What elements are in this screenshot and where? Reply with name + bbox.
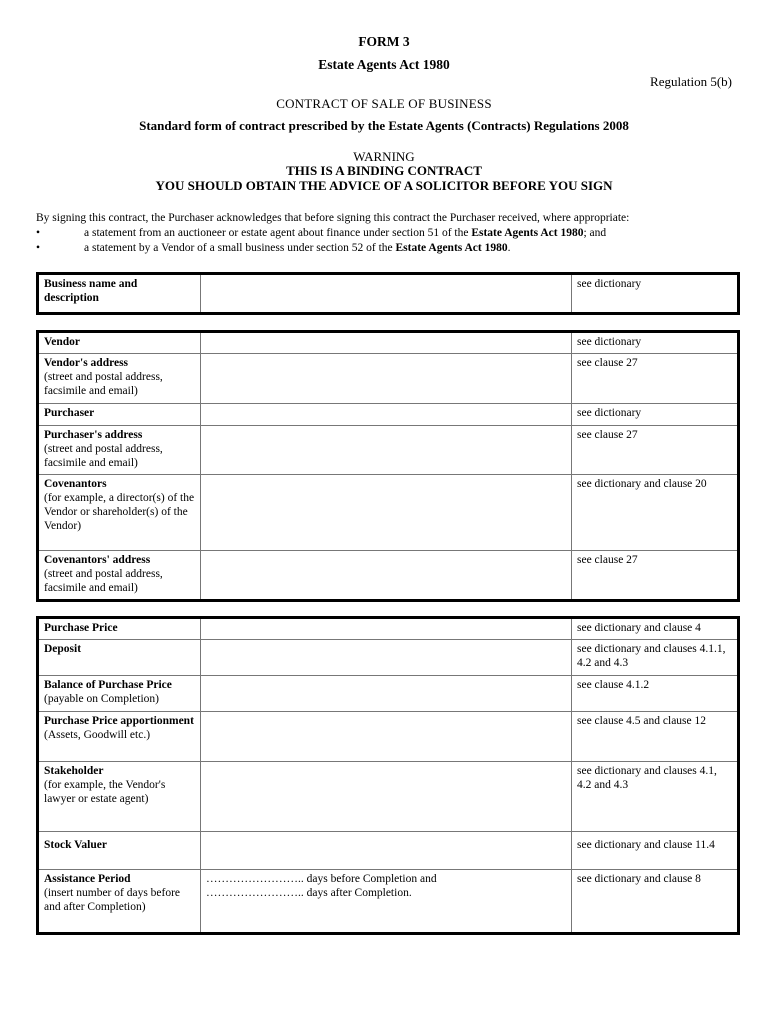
intro-text: By signing this contract, the Purchaser acknowledges that before signing this contract the Purchaser received, where appropriate: <box>36 212 630 224</box>
vendor-field[interactable] <box>201 332 572 354</box>
field-hint: (insert number of days before and after Completion) <box>44 887 181 913</box>
balance-field[interactable] <box>201 676 572 712</box>
bullet-icon: • <box>36 227 41 239</box>
purchaser-address-field[interactable] <box>201 426 572 475</box>
standard-form-note: Standard form of contract prescribed by the Estate Agents (Contracts) Regulations 2008 <box>139 118 629 133</box>
apportionment-field[interactable] <box>201 712 572 762</box>
bullet-2-text: a statement by a Vendor of a small business under section 52 of the <box>84 242 396 254</box>
table-row <box>38 870 739 934</box>
solicitor-advice-notice: YOU SHOULD OBTAIN THE ADVICE OF A SOLICITOR BEFORE YOU SIGN <box>155 178 613 193</box>
intro-bullet-2 <box>36 241 736 256</box>
field-hint: (payable on Completion) <box>44 693 159 705</box>
intro-bullet-1 <box>36 226 736 241</box>
field-label: Covenantors' address <box>44 554 151 566</box>
table-row <box>38 676 739 712</box>
table-row <box>38 426 739 475</box>
table-row <box>38 712 739 762</box>
field-label: Stakeholder <box>44 765 104 777</box>
regulation-ref: Regulation 5(b) <box>650 74 732 89</box>
contract-title: CONTRACT OF SALE OF BUSINESS <box>276 96 492 111</box>
acknowledgement-intro <box>36 211 736 256</box>
table-row <box>38 618 739 640</box>
field-hint: (for example, the Vendor's lawyer or estate agent) <box>44 779 166 805</box>
business-table <box>36 272 740 315</box>
field-label: Business name and description <box>44 278 138 304</box>
field-hint: (street and postal address, facsimile and email) <box>44 443 163 469</box>
reference-note: see dictionary and clauses 4.1, 4.2 and 4.3 <box>572 762 739 832</box>
reference-note: see dictionary <box>572 274 739 314</box>
field-hint: (street and postal address, facsimile and email) <box>44 371 163 397</box>
bullet-icon: • <box>36 242 41 254</box>
reference-note: see clause 27 <box>572 551 739 601</box>
field-label: Deposit <box>44 643 82 655</box>
days-after-line[interactable]: …………………….. days after Completion. <box>206 887 412 899</box>
field-label: Purchaser <box>44 407 95 419</box>
purchaser-field[interactable] <box>201 404 572 426</box>
field-label: Assistance Period <box>44 873 131 885</box>
reference-note: see clause 27 <box>572 354 739 404</box>
bullet-2-act: Estate Agents Act 1980 <box>395 242 508 254</box>
reference-note: see clause 4.1.2 <box>572 676 739 712</box>
covenantors-address-field[interactable] <box>201 551 572 601</box>
field-label: Vendor's address <box>44 357 129 369</box>
bullet-1-text: a statement from an auctioneer or estate agent about finance under section 51 of the <box>84 227 472 239</box>
reference-note: see dictionary and clause 8 <box>572 870 739 934</box>
field-label-cell <box>38 274 201 314</box>
table-row <box>38 404 739 426</box>
table-row <box>38 475 739 551</box>
warning-heading: WARNING <box>353 149 415 164</box>
field-hint: (Assets, Goodwill etc.) <box>44 729 151 741</box>
bullet-1-act: Estate Agents Act 1980 <box>471 227 584 239</box>
table-row <box>38 762 739 832</box>
stock-valuer-field[interactable] <box>201 832 572 870</box>
table-row <box>38 274 739 314</box>
table-row <box>38 832 739 870</box>
reference-note: see dictionary <box>572 404 739 426</box>
field-label: Stock Valuer <box>44 839 107 851</box>
reference-note: see clause 4.5 and clause 12 <box>572 712 739 762</box>
parties-table <box>36 330 740 602</box>
table-row <box>38 354 739 404</box>
stakeholder-field[interactable] <box>201 762 572 832</box>
reference-note: see dictionary and clause 4 <box>572 618 739 640</box>
reference-note: see clause 27 <box>572 426 739 475</box>
purchase-price-field[interactable] <box>201 618 572 640</box>
days-before-line[interactable]: …………………….. days before Completion and <box>206 873 437 885</box>
binding-contract-notice: THIS IS A BINDING CONTRACT <box>286 163 482 178</box>
table-row <box>38 640 739 676</box>
reference-note: see dictionary and clauses 4.1.1, 4.2 and 4.3 <box>572 640 739 676</box>
deposit-field[interactable] <box>201 640 572 676</box>
reference-note: see dictionary and clause 11.4 <box>572 832 739 870</box>
field-label: Vendor <box>44 336 80 348</box>
covenantors-field[interactable] <box>201 475 572 551</box>
table-row <box>38 332 739 354</box>
assistance-period-field[interactable] <box>201 870 572 934</box>
reference-note: see dictionary <box>572 332 739 354</box>
table-row <box>38 551 739 601</box>
vendor-address-field[interactable] <box>201 354 572 404</box>
bullet-2-end: . <box>507 242 511 254</box>
form-number: FORM 3 <box>358 34 410 49</box>
field-label: Purchaser's address <box>44 429 143 441</box>
bullet-1-end: ; and <box>583 227 607 239</box>
field-label: Covenantors <box>44 478 107 490</box>
field-hint: (street and postal address, facsimile and email) <box>44 568 163 594</box>
act-title: Estate Agents Act 1980 <box>318 57 450 72</box>
reference-note: see dictionary and clause 20 <box>572 475 739 551</box>
business-name-field[interactable] <box>201 274 572 314</box>
field-label: Purchase Price apportionment <box>44 715 194 727</box>
price-table <box>36 616 740 935</box>
field-hint: (for example, a director(s) of the Vendor or shareholder(s) of the Vendor) <box>44 492 195 532</box>
field-label: Purchase Price <box>44 622 118 634</box>
field-label: Balance of Purchase Price <box>44 679 172 691</box>
